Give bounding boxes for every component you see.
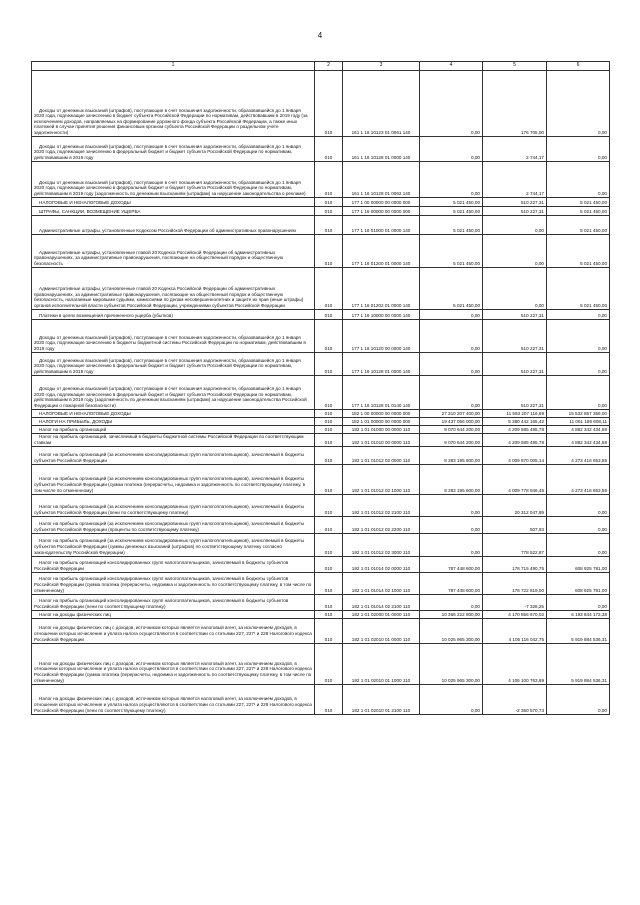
- unexecuted-amount-cell: 608 925 781,00: [547, 556, 610, 572]
- line-code-cell: 010: [315, 572, 343, 594]
- line-code-cell: 010: [315, 320, 343, 353]
- description-cell: [32, 533, 315, 556]
- description-cell: [32, 426, 315, 434]
- budget-code-cell: 182 1 01 01014 02 0000 110: [343, 556, 420, 572]
- description-cell: [32, 137, 315, 162]
- executed-amount-cell: 510 227,31: [483, 207, 547, 216]
- unexecuted-amount-cell: 5 021 450,00: [547, 198, 610, 207]
- description-text: Налог на прибыль организаций консолидированных групп налогоплательщиков, зачисляемый в бюджеты субъектов Российской Федерации (сумма платежа (перерасчеты, недоимка и задолженность по соответствующему платежу, в том числе по отмененному): [34, 576, 312, 593]
- column-number-row: [32, 62, 610, 71]
- approved-amount-cell: 10 366 222 800,00: [420, 610, 483, 618]
- description-cell: [32, 556, 315, 572]
- line-code-cell: 010: [315, 268, 343, 310]
- unexecuted-amount-cell: 0,00: [547, 376, 610, 410]
- budget-code-cell: 177 1 16 01202 01 0000 140: [343, 268, 420, 310]
- description-text: Налог на доходы физических лиц с доходов, источником которых является налоговый агент, за исключением доходов, в отношении которых исчисление и уплата налога осуществляются в соответствии со статьями 227, 227¹ и 228 Налогового кодекса Российской Федерации (пени по соответствующему платежу): [34, 696, 312, 713]
- line-code-cell: 010: [315, 376, 343, 410]
- executed-amount-cell: 0,00: [483, 216, 547, 235]
- executed-amount-cell: 178 722 819,00: [483, 572, 547, 594]
- executed-amount-cell: -2 360 570,73: [483, 684, 547, 714]
- description-cell: [32, 610, 315, 618]
- description-cell: [32, 71, 315, 137]
- executed-amount-cell: 5 380 442 165,42: [483, 418, 547, 426]
- description-text: Налог на доходы физических лиц с доходов, источником которых является налоговый агент, за исключением доходов, в отношении которых исчисление и уплата налога осуществляются в соответствии со статьями 227, 227¹ и 228 Налогового кодекса Российской Федерации: [34, 625, 312, 642]
- unexecuted-amount-cell: 4 273 416 653,55: [547, 446, 610, 464]
- table-row: [32, 198, 610, 207]
- description-text: Административные штрафы, установленные Кодексом Российской Федерации об административных правонарушениях: [39, 227, 297, 233]
- table-row: [32, 71, 610, 137]
- approved-amount-cell: 0,00: [420, 310, 483, 320]
- budget-code-cell: 182 1 01 01014 02 2100 110: [343, 594, 420, 610]
- approved-amount-cell: 19 437 056 000,00: [420, 418, 483, 426]
- approved-amount-cell: 5 021 450,00: [420, 216, 483, 235]
- unexecuted-amount-cell: 15 532 857 359,00: [547, 410, 610, 418]
- table-row: [32, 643, 610, 684]
- column-header: 3: [343, 62, 420, 71]
- income-report-table: [31, 61, 610, 715]
- line-code-cell: 010: [315, 198, 343, 207]
- approved-amount-cell: 5 021 450,00: [420, 207, 483, 216]
- line-code-cell: 010: [315, 494, 343, 516]
- unexecuted-amount-cell: 0,00: [547, 137, 610, 162]
- description-cell: [32, 162, 315, 198]
- unexecuted-amount-cell: 5 919 884 536,31: [547, 618, 610, 643]
- table-row: [32, 216, 610, 235]
- line-code-cell: 010: [315, 310, 343, 320]
- executed-amount-cell: 4 009 870 005,14: [483, 446, 547, 464]
- unexecuted-amount-cell: 0,00: [547, 320, 610, 353]
- line-code-cell: 010: [315, 643, 343, 684]
- approved-amount-cell: 9 070 644 200,00: [420, 434, 483, 447]
- description-cell: [32, 410, 315, 418]
- budget-code-cell: 182 1 01 00000 00 0000 000: [343, 418, 420, 426]
- line-code-cell: 010: [315, 410, 343, 418]
- line-code-cell: 010: [315, 618, 343, 643]
- unexecuted-amount-cell: 0,00: [547, 684, 610, 714]
- line-code-cell: 010: [315, 516, 343, 533]
- description-cell: [32, 353, 315, 376]
- executed-amount-cell: 510 227,31: [483, 320, 547, 353]
- executed-amount-cell: 4 106 100 763,69: [483, 643, 547, 684]
- description-text: Налог на прибыль организаций консолидированных групп налогоплательщиков, зачисляемый в бюджеты субъектов Российской Федерации: [34, 560, 289, 571]
- description-text: Налог на прибыль организаций (за исключением консолидированных групп налогоплательщиков), зачисляемый в бюджеты субъектов Российской Федерации (проценты по соответствующему платежу): [34, 521, 305, 532]
- description-cell: [32, 464, 315, 494]
- description-text: НАЛОГОВЫЕ И НЕНАЛОГОВЫЕ ДОХОДЫ: [39, 199, 131, 205]
- approved-amount-cell: 0,00: [420, 162, 483, 198]
- line-code-cell: 010: [315, 556, 343, 572]
- approved-amount-cell: 0,00: [420, 516, 483, 533]
- line-code-cell: 010: [315, 434, 343, 447]
- column-header: 6: [547, 62, 610, 71]
- budget-code-cell: 177 1 16 10128 01 0140 140: [343, 376, 420, 410]
- table-row: [32, 434, 610, 447]
- unexecuted-amount-cell: 0,00: [547, 310, 610, 320]
- line-code-cell: 010: [315, 216, 343, 235]
- description-text: Доходы от денежных взысканий (штрафов), поступающие в счет погашения задолженности, образовавшейся до 1 января 2020 года, подлежащие зачислению в федеральный бюджет и бюджет субъекта Российской Федерации по нормативам, действовавшим в 2019 году (задолженность по денежным взысканиям (штрафам) за нарушение законодательства Российской Федерации о пожарной безопасности): [34, 386, 307, 408]
- table-row: [32, 516, 610, 533]
- executed-amount-cell: -7 328,25: [483, 594, 547, 610]
- approved-amount-cell: 0,00: [420, 320, 483, 353]
- description-cell: [32, 376, 315, 410]
- budget-code-cell: 182 1 01 01010 00 0000 110: [343, 434, 420, 447]
- table-row: [32, 446, 610, 464]
- unexecuted-amount-cell: 5 021 450,00: [547, 235, 610, 268]
- table-row: [32, 376, 610, 410]
- executed-amount-cell: 11 593 207 116,69: [483, 410, 547, 418]
- approved-amount-cell: 0,00: [420, 533, 483, 556]
- line-code-cell: 010: [315, 464, 343, 494]
- description-cell: [32, 572, 315, 594]
- description-cell: [32, 618, 315, 643]
- description-cell: [32, 268, 315, 310]
- approved-amount-cell: 8 283 195 600,00: [420, 464, 483, 494]
- budget-code-cell: 182 1 01 01014 02 1000 110: [343, 572, 420, 594]
- budget-code-cell: 177 1 00 00000 00 0000 000: [343, 198, 420, 207]
- table-row: [32, 610, 610, 618]
- description-text: НАЛОГОВЫЕ И НЕНАЛОГОВЫЕ ДОХОДЫ: [39, 410, 131, 416]
- table-row: [32, 320, 610, 353]
- executed-amount-cell: 2 744,17: [483, 162, 547, 198]
- unexecuted-amount-cell: 0,00: [547, 353, 610, 376]
- budget-code-cell: 177 1 16 01000 01 0000 140: [343, 216, 420, 235]
- description-text: Налог на прибыль организаций (за исключением консолидированных групп налогоплательщиков), зачисляемый в бюджеты субъектов Российской Федерации (пени по соответствующему платежу): [34, 504, 305, 515]
- approved-amount-cell: 787 448 600,00: [420, 572, 483, 594]
- approved-amount-cell: 0,00: [420, 684, 483, 714]
- executed-amount-cell: 4 105 116 042,75: [483, 618, 547, 643]
- table-row: [32, 268, 610, 310]
- table-row: [32, 594, 610, 610]
- budget-code-cell: 177 1 16 00000 00 0000 000: [343, 207, 420, 216]
- line-code-cell: 010: [315, 610, 343, 618]
- line-code-cell: 010: [315, 71, 343, 137]
- table-row: [32, 418, 610, 426]
- approved-amount-cell: 0,00: [420, 137, 483, 162]
- budget-code-cell: 182 1 01 01012 02 2200 110: [343, 516, 420, 533]
- description-cell: [32, 594, 315, 610]
- budget-code-cell: 182 1 01 02010 01 0000 110: [343, 618, 420, 643]
- table-row: [32, 572, 610, 594]
- approved-amount-cell: 27 310 207 400,00: [420, 410, 483, 418]
- budget-code-cell: 161 1 16 10128 01 0000 140: [343, 137, 420, 162]
- description-cell: [32, 516, 315, 533]
- description-text: Доходы от денежных взысканий (штрафов), поступающие в счет погашения задолженности, образовавшейся до 1 января 2020 года, подлежащие зачислению в федеральный бюджет и бюджет субъекта Российской Федерации по нормативам, действовавшим в 2019 году: [34, 143, 301, 160]
- column-header: 4: [420, 62, 483, 71]
- approved-amount-cell: 5 021 450,00: [420, 235, 483, 268]
- line-code-cell: 010: [315, 446, 343, 464]
- budget-code-cell: 177 1 16 10120 00 0000 140: [343, 320, 420, 353]
- approved-amount-cell: 0,00: [420, 376, 483, 410]
- unexecuted-amount-cell: 0,00: [547, 494, 610, 516]
- executed-amount-cell: 2 744,17: [483, 137, 547, 162]
- executed-amount-cell: 510 227,31: [483, 376, 547, 410]
- unexecuted-amount-cell: 6 193 844 173,38: [547, 610, 610, 618]
- executed-amount-cell: 510 227,31: [483, 198, 547, 207]
- budget-code-cell: 177 1 16 10000 00 0000 140: [343, 310, 420, 320]
- description-text: Налог на прибыль организаций (за исключением консолидированных групп налогоплательщиков), зачисляемый в бюджеты субъектов Российской Федерации (сумма платежа (перерасчеты, недоимка и задолженность по соответствующему платежу, в том числе по отмененному): [34, 476, 306, 493]
- column-header: 2: [315, 62, 343, 71]
- description-cell: [32, 216, 315, 235]
- executed-amount-cell: 178 715 490,75: [483, 556, 547, 572]
- line-code-cell: 010: [315, 137, 343, 162]
- line-code-cell: 010: [315, 353, 343, 376]
- budget-code-cell: 182 1 01 01012 02 0000 110: [343, 446, 420, 464]
- unexecuted-amount-cell: 5 021 450,00: [547, 216, 610, 235]
- line-code-cell: 010: [315, 418, 343, 426]
- executed-amount-cell: 510 227,31: [483, 310, 547, 320]
- line-code-cell: 010: [315, 162, 343, 198]
- unexecuted-amount-cell: 11 061 186 608,11: [547, 418, 610, 426]
- executed-amount-cell: 0,00: [483, 235, 547, 268]
- table-row: [32, 426, 610, 434]
- executed-amount-cell: 510 227,31: [483, 353, 547, 376]
- budget-code-cell: 182 1 01 01012 02 2100 110: [343, 494, 420, 516]
- table-row: [32, 353, 610, 376]
- description-cell: [32, 446, 315, 464]
- description-text: ШТРАФЫ, САНКЦИИ, ВОЗМЕЩЕНИЕ УЩЕРБА: [39, 208, 141, 214]
- description-text: Налог на доходы физических лиц: [39, 611, 111, 617]
- description-text: Доходы от денежных взысканий (штрафов), поступающие в счет погашения задолженности, образовавшейся до 1 января 2020 года, подлежащие зачислению в федеральный бюджет и бюджет субъекта Российской Федерации по нормативам, действовавшим в 2019 году (задолженность по денежным взысканиям (штрафам) за нарушение законодательства о рекламе): [34, 179, 306, 196]
- column-header: 1: [32, 62, 315, 71]
- unexecuted-amount-cell: 608 925 781,00: [547, 572, 610, 594]
- table-row: [32, 207, 610, 216]
- table-row: [32, 235, 610, 268]
- approved-amount-cell: 0,00: [420, 71, 483, 137]
- executed-amount-cell: 778 522,87: [483, 533, 547, 556]
- budget-code-cell: 182 1 01 02010 01 2100 110: [343, 684, 420, 714]
- description-cell: [32, 684, 315, 714]
- description-text: Административные штрафы, установленные главой 20 Кодекса Российской Федерации об административных правонарушениях, за административные правонарушения, посягающие на общественный порядок и общественную безопасность: [34, 249, 284, 266]
- approved-amount-cell: 0,00: [420, 353, 483, 376]
- description-cell: [32, 418, 315, 426]
- unexecuted-amount-cell: 0,00: [547, 71, 610, 137]
- budget-code-cell: 182 1 01 01012 02 1000 110: [343, 464, 420, 494]
- unexecuted-amount-cell: 5 021 450,00: [547, 207, 610, 216]
- description-text: НАЛОГИ НА ПРИБЫЛЬ, ДОХОДЫ: [39, 418, 113, 424]
- approved-amount-cell: 5 021 450,00: [420, 198, 483, 207]
- table-row: [32, 684, 610, 714]
- approved-amount-cell: 5 021 450,00: [420, 268, 483, 310]
- description-text: Налог на доходы физических лиц с доходов, источником которых является налоговый агент, за исключением доходов, в отношении которых исчисление и уплата налога осуществляются в соответствии со статьями 227, 227¹ и 228 Налогового кодекса Российской Федерации (сумма платежа (перерасчеты, недоимка и задолженность по соответствующему платежу, в том числе по отмененному): [34, 660, 312, 683]
- unexecuted-amount-cell: 4 882 342 434,58: [547, 426, 610, 434]
- unexecuted-amount-cell: 4 273 416 653,55: [547, 464, 610, 494]
- table-row: [32, 618, 610, 643]
- description-cell: [32, 643, 315, 684]
- line-code-cell: 010: [315, 594, 343, 610]
- column-header: 5: [483, 62, 547, 71]
- approved-amount-cell: 0,00: [420, 494, 483, 516]
- table-row: [32, 310, 610, 320]
- table-row: [32, 137, 610, 162]
- table-row: [32, 464, 610, 494]
- description-text: Налог на прибыль организаций (за исключением консолидированных групп налогоплательщиков), зачисляемый в бюджеты субъектов Российской Федерации: [34, 452, 305, 463]
- budget-code-cell: 161 1 16 10128 01 0062 140: [343, 162, 420, 198]
- table-row: [32, 533, 610, 556]
- unexecuted-amount-cell: 4 882 342 434,58: [547, 434, 610, 447]
- executed-amount-cell: 507,93: [483, 516, 547, 533]
- budget-code-cell: 177 1 16 10128 01 0000 140: [343, 353, 420, 376]
- description-text: Административные штрафы, установленные главой 20 Кодекса Российской Федерации об административных правонарушениях, за административные правонарушения, посягающие на общественный порядок и общественную безопасность, налагаемые мировыми судьями, комиссиями по делам несовершеннолетних и защите их прав (иные штрафы) органов исполнительной власти субъектов Российской Федерации, учреждениями субъектов Российской Федерации: [34, 286, 304, 308]
- budget-code-cell: 182 1 00 00000 00 0000 000: [343, 410, 420, 418]
- line-code-cell: 010: [315, 533, 343, 556]
- description-text: Платежи в целях возмещения причиненного ущерба (убытков): [39, 312, 173, 318]
- table-row: [32, 556, 610, 572]
- line-code-cell: 010: [315, 684, 343, 714]
- description-cell: [32, 198, 315, 207]
- budget-code-cell: 177 1 16 01200 01 0000 140: [343, 235, 420, 268]
- approved-amount-cell: 0,00: [420, 594, 483, 610]
- executed-amount-cell: 4 209 585 495,78: [483, 426, 547, 434]
- budget-code-cell: 182 1 01 01012 02 3000 110: [343, 533, 420, 556]
- table-row: [32, 162, 610, 198]
- unexecuted-amount-cell: 5 021 450,00: [547, 268, 610, 310]
- executed-amount-cell: 0,00: [483, 268, 547, 310]
- approved-amount-cell: 10 025 965 300,00: [420, 643, 483, 684]
- executed-amount-cell: 20 312 047,89: [483, 494, 547, 516]
- table-row: [32, 494, 610, 516]
- unexecuted-amount-cell: 5 919 884 536,31: [547, 643, 610, 684]
- table-row: [32, 410, 610, 418]
- executed-amount-cell: 4 009 778 946,45: [483, 464, 547, 494]
- description-cell: [32, 310, 315, 320]
- unexecuted-amount-cell: 0,00: [547, 516, 610, 533]
- executed-amount-cell: 4 209 585 495,78: [483, 434, 547, 447]
- description-text: Налог на прибыль организаций (за исключением консолидированных групп налогоплательщиков), зачисляемый в бюджеты субъектов Российской Федерации (суммы денежных взысканий (штрафов) по соответствующему платежу согласно законодательству Российской Федерации): [34, 538, 305, 555]
- budget-code-cell: 182 1 01 01000 00 0000 110: [343, 426, 420, 434]
- approved-amount-cell: 8 283 195 600,00: [420, 446, 483, 464]
- page-number: 4: [317, 31, 323, 40]
- unexecuted-amount-cell: 0,00: [547, 594, 610, 610]
- description-cell: [32, 494, 315, 516]
- description-text: Доходы от денежных взысканий (штрафов), поступающие в счет погашения задолженности, образовавшейся до 1 января 2020 года, подлежащие зачислению в бюджеты бюджетной системы Российской Федерации по нормативам, действовавшим в 2019 году: [34, 334, 306, 351]
- line-code-cell: 010: [315, 426, 343, 434]
- description-cell: [32, 235, 315, 268]
- description-text: Налог на прибыль организаций, зачисляемый в бюджеты бюджетной системы Российской Федерации по соответствующим ставкам: [34, 434, 304, 445]
- budget-code-cell: 182 1 01 02000 01 0000 110: [343, 610, 420, 618]
- description-text: Доходы от денежных взысканий (штрафов), поступающие в счет погашения задолженности, образовавшейся до 1 января 2020 года, подлежащие зачислению в федеральный бюджет и бюджет субъекта Российской Федерации по нормативам, действовавшим в 2019 году: [34, 357, 301, 374]
- line-code-cell: 010: [315, 207, 343, 216]
- budget-code-cell: 161 1 16 10123 01 0061 140: [343, 71, 420, 137]
- unexecuted-amount-cell: 0,00: [547, 162, 610, 198]
- description-cell: [32, 434, 315, 447]
- line-code-cell: 010: [315, 235, 343, 268]
- approved-amount-cell: 10 025 965 300,00: [420, 618, 483, 643]
- description-text: Налог на прибыль организаций: [39, 426, 107, 432]
- unexecuted-amount-cell: 0,00: [547, 533, 610, 556]
- description-cell: [32, 207, 315, 216]
- approved-amount-cell: 9 070 644 200,00: [420, 426, 483, 434]
- executed-amount-cell: 4 170 856 670,02: [483, 610, 547, 618]
- description-cell: [32, 320, 315, 353]
- approved-amount-cell: 787 448 600,00: [420, 556, 483, 572]
- description-text: Налог на прибыль организаций консолидированных групп налогоплательщиков, зачисляемый в бюджеты субъектов Российской Федерации (пени по соответствующему платежу): [34, 598, 289, 609]
- executed-amount-cell: 176 705,00: [483, 71, 547, 137]
- description-text: Доходы от денежных взысканий (штрафов), поступающие в счет погашения задолженности, образовавшейся до 1 января 2020 года, подлежащие зачислению в бюджет субъекта Российской Федерации по нормативам, действовавшим в 2019 году (за исключением доходов, направляемых на формирование дорожного фонда субъекта Российской Федерации, а также иных платежей в случае принятия решения финансовым органом субъекта Российской Федерации о раздельном учете задолженности): [34, 107, 308, 135]
- budget-code-cell: 182 1 01 02010 01 1000 110: [343, 643, 420, 684]
